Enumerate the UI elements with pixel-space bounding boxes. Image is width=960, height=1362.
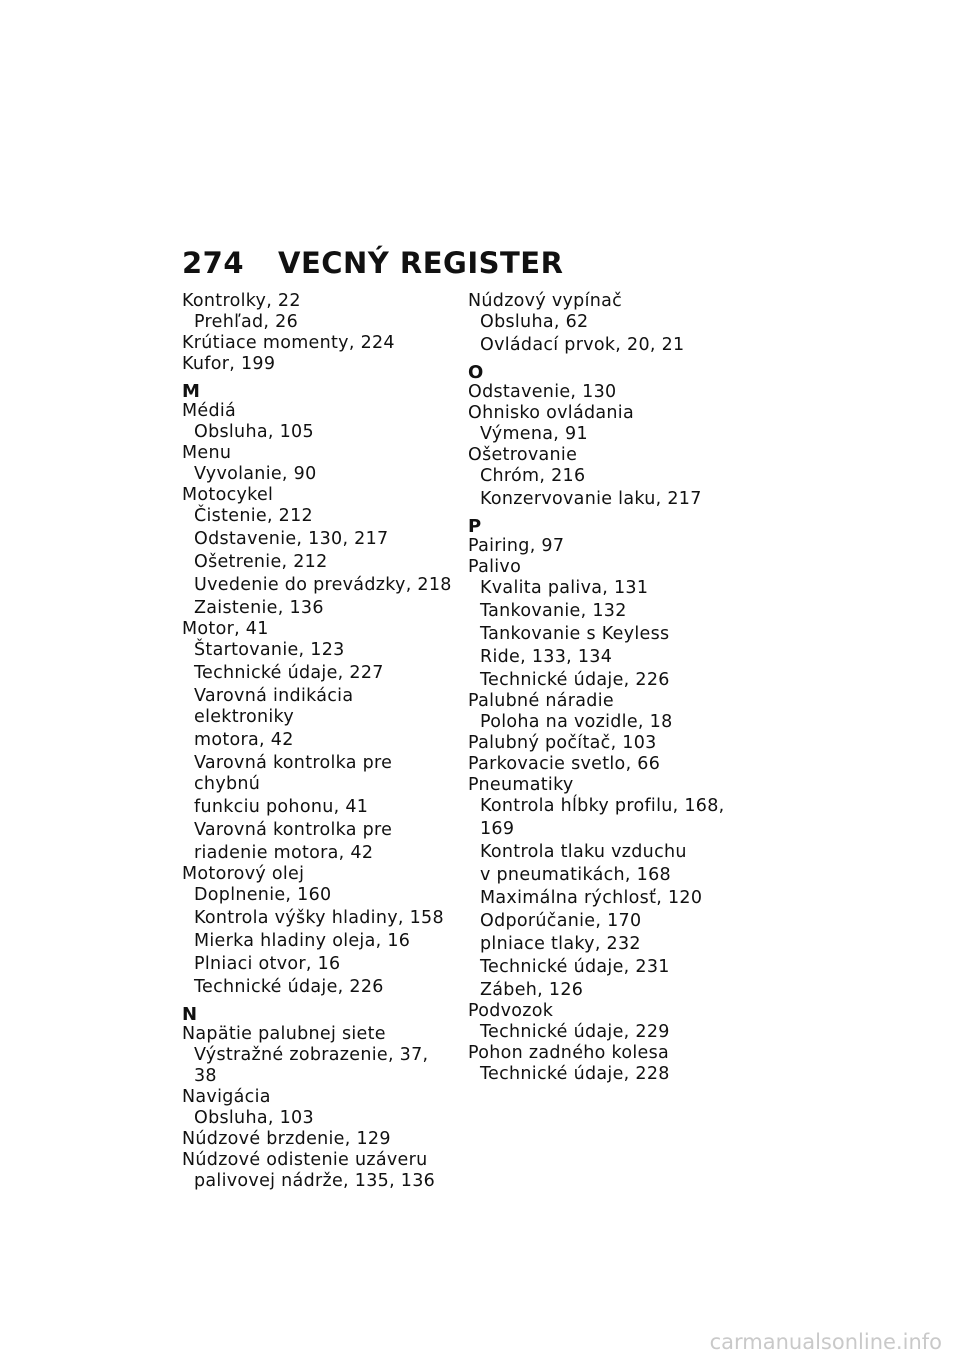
index-term: Núdzové brzdenie, 129 <box>182 1129 391 1149</box>
index-entry <box>468 754 743 775</box>
index-entry <box>468 382 743 403</box>
index-subterm: Tankovanie, 132 <box>480 601 627 621</box>
index-entry <box>468 536 743 557</box>
index-subterm: Kontrola výšky hladiny, 158 <box>194 908 444 928</box>
index-subterm: Poloha na vozidle, 18 <box>480 712 673 732</box>
index-subterm: Varovná kontrolka pre chybnú <box>194 753 393 794</box>
index-entry <box>182 354 457 375</box>
index-term: Núdzové odistenie uzáveru <box>182 1150 428 1170</box>
index-entry <box>182 333 457 354</box>
index-term: Kufor, 199 <box>182 354 276 374</box>
index-entry <box>468 691 743 733</box>
index-letter-heading: O <box>468 362 484 383</box>
index-term: Krútiace momenty, 224 <box>182 333 395 353</box>
index-subterm: funkciu pohonu, 41 <box>194 797 369 817</box>
index-term: Palivo <box>468 557 522 577</box>
index-term: Motor, 41 <box>182 619 269 639</box>
index-term: Kontrolky, 22 <box>182 291 301 311</box>
page-header <box>182 246 563 280</box>
index-term: Pairing, 97 <box>468 536 565 556</box>
index-subterm: Doplnenie, 160 <box>194 885 332 905</box>
index-subterm: motora, 42 <box>194 730 294 750</box>
index-entry <box>468 1043 743 1085</box>
index-entry <box>182 619 457 864</box>
index-entry <box>182 1129 457 1150</box>
index-subterm: Výstražné zobrazenie, 37, 38 <box>194 1045 429 1086</box>
index-term: Ošetrovanie <box>468 445 578 465</box>
index-subterm: Prehľad, 26 <box>194 312 299 332</box>
index-subterm: Varovná kontrolka pre <box>194 820 393 840</box>
index-subterm: Maximálna rýchlosť, 120 <box>480 888 703 908</box>
index-term: Parkovacie svetlo, 66 <box>468 754 661 774</box>
index-subterm: Obsluha, 103 <box>194 1108 314 1128</box>
index-column-right <box>468 291 743 1085</box>
index-subterm: Technické údaje, 226 <box>194 977 384 997</box>
index-subterm: Technické údaje, 229 <box>480 1022 670 1042</box>
index-subterm: Mierka hladiny oleja, 16 <box>194 931 411 951</box>
index-subterm: Zábeh, 126 <box>480 980 584 1000</box>
index-term: Pneumatiky <box>468 775 574 795</box>
index-subterm: Čistenie, 212 <box>194 506 313 526</box>
index-subterm: Výmena, 91 <box>480 424 588 444</box>
index-term: Napätie palubnej siete <box>182 1024 386 1044</box>
index-term: Odstavenie, 130 <box>468 382 617 402</box>
index-subterm: Kontrola tlaku vzduchu <box>480 842 687 862</box>
index-term: Ohnisko ovládania <box>468 403 634 423</box>
index-subterm: Konzervovanie laku, 217 <box>480 489 702 509</box>
index-entry <box>182 443 457 485</box>
index-subterm: Kvalita paliva, 131 <box>480 578 649 598</box>
index-letter-heading: N <box>182 1004 198 1025</box>
page-number: 274 <box>182 246 245 280</box>
index-entry <box>468 1001 743 1043</box>
index-entry <box>182 1150 457 1192</box>
index-subterm: Ovládací prvok, 20, 21 <box>480 335 685 355</box>
page-title: VECNÝ REGISTER <box>278 246 564 280</box>
watermark: carmanualsonline.info <box>709 1330 942 1354</box>
index-term: Médiá <box>182 401 237 421</box>
index-subterm: 169 <box>480 819 515 839</box>
index-entry <box>468 445 743 510</box>
index-entry <box>182 864 457 998</box>
index-entry <box>182 401 457 443</box>
index-entry <box>182 485 457 619</box>
index-column-left <box>182 291 457 1192</box>
index-term: Pohon zadného kolesa <box>468 1043 670 1063</box>
index-term: Motorový olej <box>182 864 305 884</box>
index-subterm: Technické údaje, 228 <box>480 1064 670 1084</box>
index-term: Palubné náradie <box>468 691 614 711</box>
index-entry <box>468 775 743 1001</box>
index-subterm: Ošetrenie, 212 <box>194 552 328 572</box>
index-subterm: riadenie motora, 42 <box>194 843 374 863</box>
index-subterm: Technické údaje, 231 <box>480 957 670 977</box>
index-subterm: Odstavenie, 130, 217 <box>194 529 389 549</box>
index-entry <box>468 733 743 754</box>
index-entry <box>182 291 457 333</box>
index-subterm: plniace tlaky, 232 <box>480 934 641 954</box>
index-subterm: Obsluha, 105 <box>194 422 314 442</box>
index-subterm: Varovná indikácia elektroniky <box>194 686 354 727</box>
index-subterm: v pneumatikách, 168 <box>480 865 671 885</box>
index-subterm: Vyvolanie, 90 <box>194 464 317 484</box>
index-entry <box>182 1087 457 1129</box>
index-subterm: Uvedenie do prevádzky, 218 <box>194 575 452 595</box>
index-subterm: Štartovanie, 123 <box>194 640 345 660</box>
index-entry <box>468 291 743 356</box>
index-subterm: Technické údaje, 227 <box>194 663 384 683</box>
index-subterm: Zaistenie, 136 <box>194 598 324 618</box>
index-entry <box>182 1024 457 1087</box>
index-subterm: Technické údaje, 226 <box>480 670 670 690</box>
index-subterm: Tankovanie s Keyless <box>480 624 670 644</box>
index-subterm: Ride, 133, 134 <box>480 647 613 667</box>
index-subterm: Chróm, 216 <box>480 466 586 486</box>
index-subterm: Plniaci otvor, 16 <box>194 954 341 974</box>
index-term: Menu <box>182 443 232 463</box>
index-term: Palubný počítač, 103 <box>468 733 657 753</box>
index-letter-heading: P <box>468 516 482 537</box>
index-term: Motocykel <box>182 485 274 505</box>
index-letter-heading: M <box>182 381 201 402</box>
index-term: Núdzový vypínač <box>468 291 623 311</box>
index-subterm: palivovej nádrže, 135, 136 <box>194 1171 436 1191</box>
index-subterm: Obsluha, 62 <box>480 312 589 332</box>
index-entry <box>468 557 743 691</box>
index-term: Podvozok <box>468 1001 554 1021</box>
index-subterm: Kontrola hĺbky profilu, 168, <box>480 796 725 816</box>
index-entry <box>468 403 743 445</box>
index-subterm: Odporúčanie, 170 <box>480 911 642 931</box>
index-term: Navigácia <box>182 1087 271 1107</box>
